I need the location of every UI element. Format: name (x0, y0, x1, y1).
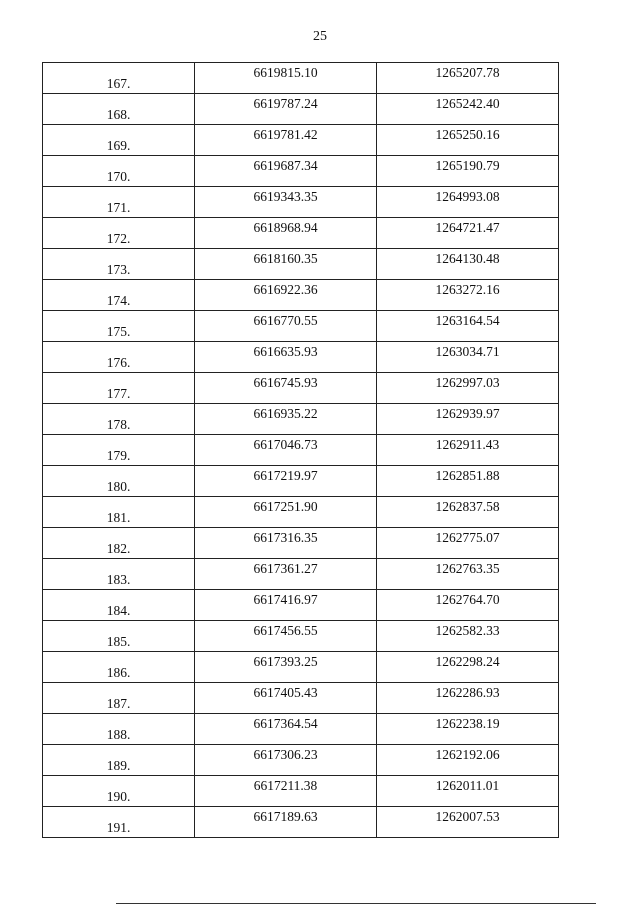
point-number-cell: 180. (43, 466, 195, 497)
table-row (43, 311, 559, 342)
page-bottom-edge (116, 903, 596, 904)
table-row (43, 218, 559, 249)
point-number-cell: 187. (43, 683, 195, 714)
y-coordinate-cell: 1262238.19 (377, 714, 559, 745)
point-number-cell: 179. (43, 435, 195, 466)
table-row (43, 652, 559, 683)
table-row (43, 435, 559, 466)
y-coordinate-cell: 1265207.78 (377, 63, 559, 94)
x-coordinate-cell: 6617393.25 (195, 652, 377, 683)
point-number-cell: 173. (43, 249, 195, 280)
y-coordinate-cell: 1265190.79 (377, 156, 559, 187)
x-coordinate-cell: 6617361.27 (195, 559, 377, 590)
y-coordinate-cell: 1263272.16 (377, 280, 559, 311)
table-row (43, 621, 559, 652)
y-coordinate-cell: 1262298.24 (377, 652, 559, 683)
y-coordinate-cell: 1262939.97 (377, 404, 559, 435)
coordinates-table-body (43, 63, 559, 838)
y-coordinate-cell: 1262582.33 (377, 621, 559, 652)
table-row (43, 404, 559, 435)
table-row (43, 373, 559, 404)
y-coordinate-cell: 1262007.53 (377, 807, 559, 838)
point-number-cell: 183. (43, 559, 195, 590)
table-row (43, 125, 559, 156)
y-coordinate-cell: 1262286.93 (377, 683, 559, 714)
y-coordinate-cell: 1264721.47 (377, 218, 559, 249)
y-coordinate-cell: 1264130.48 (377, 249, 559, 280)
x-coordinate-cell: 6617251.90 (195, 497, 377, 528)
table-row (43, 187, 559, 218)
point-number-cell: 190. (43, 776, 195, 807)
table-row (43, 559, 559, 590)
x-coordinate-cell: 6619343.35 (195, 187, 377, 218)
x-coordinate-cell: 6617046.73 (195, 435, 377, 466)
x-coordinate-cell: 6616935.22 (195, 404, 377, 435)
y-coordinate-cell: 1263164.54 (377, 311, 559, 342)
table-row (43, 156, 559, 187)
y-coordinate-cell: 1265242.40 (377, 94, 559, 125)
point-number-cell: 168. (43, 94, 195, 125)
x-coordinate-cell: 6618160.35 (195, 249, 377, 280)
y-coordinate-cell: 1262911.43 (377, 435, 559, 466)
y-coordinate-cell: 1265250.16 (377, 125, 559, 156)
x-coordinate-cell: 6617364.54 (195, 714, 377, 745)
point-number-cell: 167. (43, 63, 195, 94)
page-number: 25 (313, 29, 327, 44)
y-coordinate-cell: 1263034.71 (377, 342, 559, 373)
point-number-cell: 184. (43, 590, 195, 621)
point-number-cell: 182. (43, 528, 195, 559)
table-row (43, 528, 559, 559)
point-number-cell: 170. (43, 156, 195, 187)
x-coordinate-cell: 6616635.93 (195, 342, 377, 373)
x-coordinate-cell: 6619815.10 (195, 63, 377, 94)
table-row (43, 683, 559, 714)
point-number-cell: 178. (43, 404, 195, 435)
x-coordinate-cell: 6617219.97 (195, 466, 377, 497)
point-number-cell: 171. (43, 187, 195, 218)
x-coordinate-cell: 6619787.24 (195, 94, 377, 125)
x-coordinate-cell: 6619687.34 (195, 156, 377, 187)
table-row (43, 342, 559, 373)
x-coordinate-cell: 6617306.23 (195, 745, 377, 776)
point-number-cell: 172. (43, 218, 195, 249)
x-coordinate-cell: 6617416.97 (195, 590, 377, 621)
table-row (43, 714, 559, 745)
x-coordinate-cell: 6617405.43 (195, 683, 377, 714)
table-row (43, 63, 559, 94)
table-row (43, 249, 559, 280)
y-coordinate-cell: 1262837.58 (377, 497, 559, 528)
point-number-cell: 186. (43, 652, 195, 683)
table-row (43, 807, 559, 838)
table-row (43, 94, 559, 125)
table-row (43, 776, 559, 807)
point-number-cell: 175. (43, 311, 195, 342)
x-coordinate-cell: 6616770.55 (195, 311, 377, 342)
y-coordinate-cell: 1264993.08 (377, 187, 559, 218)
table-row (43, 280, 559, 311)
y-coordinate-cell: 1262192.06 (377, 745, 559, 776)
coordinates-table (42, 62, 559, 838)
x-coordinate-cell: 6616745.93 (195, 373, 377, 404)
point-number-cell: 191. (43, 807, 195, 838)
y-coordinate-cell: 1262764.70 (377, 590, 559, 621)
y-coordinate-cell: 1262851.88 (377, 466, 559, 497)
point-number-cell: 169. (43, 125, 195, 156)
x-coordinate-cell: 6616922.36 (195, 280, 377, 311)
x-coordinate-cell: 6619781.42 (195, 125, 377, 156)
y-coordinate-cell: 1262775.07 (377, 528, 559, 559)
point-number-cell: 185. (43, 621, 195, 652)
point-number-cell: 181. (43, 497, 195, 528)
point-number-cell: 188. (43, 714, 195, 745)
table-row (43, 497, 559, 528)
point-number-cell: 174. (43, 280, 195, 311)
point-number-cell: 189. (43, 745, 195, 776)
point-number-cell: 176. (43, 342, 195, 373)
x-coordinate-cell: 6618968.94 (195, 218, 377, 249)
x-coordinate-cell: 6617211.38 (195, 776, 377, 807)
table-row (43, 466, 559, 497)
x-coordinate-cell: 6617189.63 (195, 807, 377, 838)
table-row (43, 590, 559, 621)
table-row (43, 745, 559, 776)
y-coordinate-cell: 1262997.03 (377, 373, 559, 404)
x-coordinate-cell: 6617316.35 (195, 528, 377, 559)
y-coordinate-cell: 1262011.01 (377, 776, 559, 807)
x-coordinate-cell: 6617456.55 (195, 621, 377, 652)
y-coordinate-cell: 1262763.35 (377, 559, 559, 590)
point-number-cell: 177. (43, 373, 195, 404)
